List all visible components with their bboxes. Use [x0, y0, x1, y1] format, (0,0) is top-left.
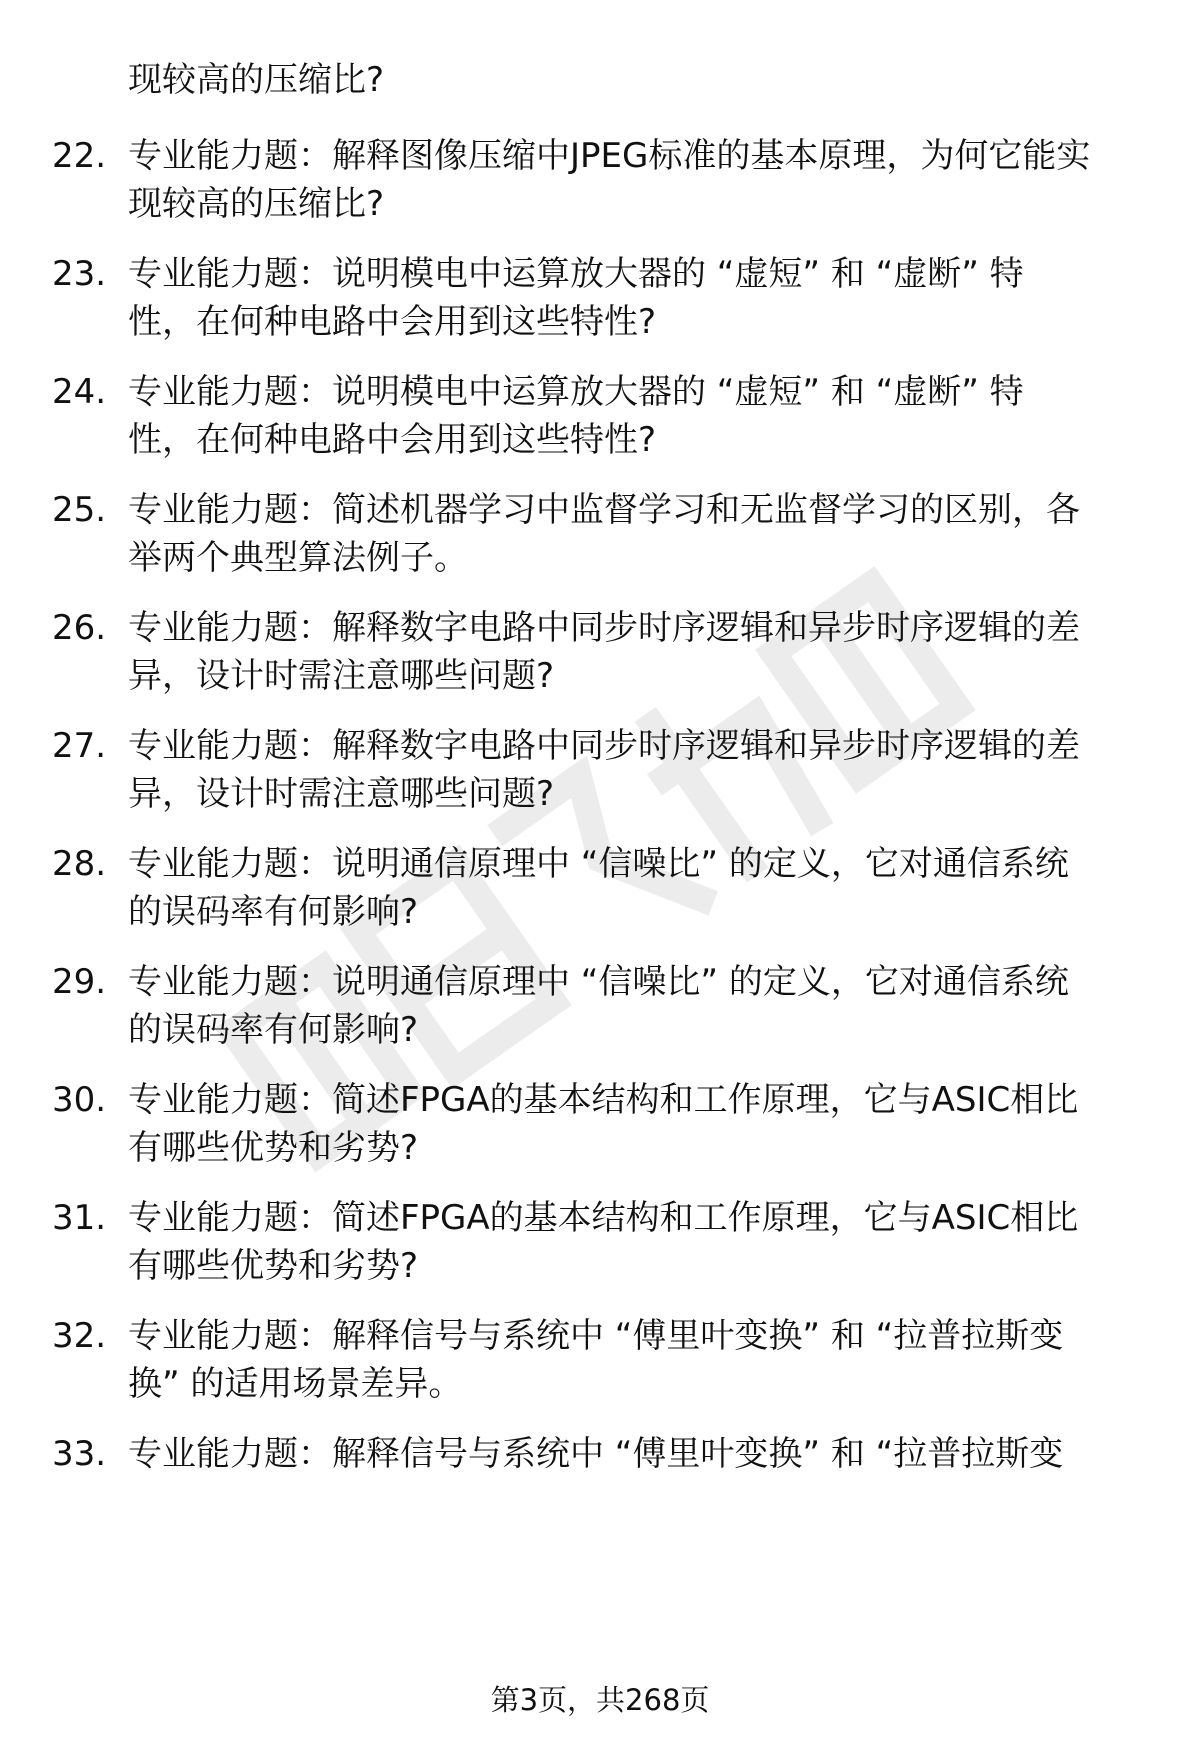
- question-text-line: 专业能力题：简述FPGA的基本结构和工作原理，它与ASIC相比: [128, 1198, 1079, 1238]
- question-text-line: 性，在何种电路中会用到这些特性?: [128, 420, 657, 460]
- question-number: 29.: [52, 962, 107, 1002]
- question-number: 33.: [52, 1434, 107, 1474]
- question-text-line: 的误码率有何影响?: [128, 1010, 419, 1050]
- question-number: 26.: [52, 608, 107, 648]
- question-text-line: 现较高的压缩比?: [128, 184, 385, 224]
- question-text-line: 专业能力题：简述机器学习中监督学习和无监督学习的区别，各: [128, 490, 1080, 530]
- list-item: [0, 604, 1200, 714]
- question-text-line: 举两个典型算法例子。: [128, 538, 468, 578]
- question-text-line: 专业能力题：说明通信原理中 “信噪比” 的定义，它对通信系统: [128, 844, 1069, 884]
- question-text-line: 性，在何种电路中会用到这些特性?: [128, 302, 657, 342]
- list-item: [0, 1430, 1200, 1486]
- question-number: 30.: [52, 1080, 107, 1120]
- question-text-line: 专业能力题：说明模电中运算放大器的 “虚短” 和 “虚断” 特: [128, 372, 1024, 412]
- list-item: [0, 1194, 1200, 1304]
- question-number: 32.: [52, 1316, 107, 1356]
- list-item: [0, 958, 1200, 1068]
- list-item: [0, 1312, 1200, 1422]
- list-item: [0, 722, 1200, 832]
- list-item: [0, 368, 1200, 478]
- question-text-line: 异，设计时需注意哪些问题?: [128, 656, 555, 696]
- list-item: [0, 486, 1200, 596]
- list-item: [0, 132, 1200, 242]
- question-number: 25.: [52, 490, 107, 530]
- question-text-line: 专业能力题：解释信号与系统中 “傅里叶变换” 和 “拉普拉斯变: [128, 1316, 1064, 1356]
- question-text-line: 的误码率有何影响?: [128, 892, 419, 932]
- question-text-line: 异，设计时需注意哪些问题?: [128, 774, 555, 814]
- page-number-footer: 第3页，共268页: [490, 1683, 710, 1717]
- question-text-line: 专业能力题：解释数字电路中同步时序逻辑和异步时序逻辑的差: [128, 726, 1080, 766]
- question-text-line: 专业能力题：解释信号与系统中 “傅里叶变换” 和 “拉普拉斯变: [128, 1434, 1064, 1474]
- continued-text: 现较高的压缩比?: [128, 60, 385, 100]
- question-text-line: 专业能力题：解释数字电路中同步时序逻辑和异步时序逻辑的差: [128, 608, 1080, 648]
- question-text-line: 换” 的适用场景差异。: [128, 1364, 463, 1404]
- question-text-line: 有哪些优势和劣势?: [128, 1128, 419, 1168]
- question-number: 27.: [52, 726, 107, 766]
- question-number: 28.: [52, 844, 107, 884]
- question-number: 31.: [52, 1198, 107, 1238]
- question-text-line: 有哪些优势和劣势?: [128, 1246, 419, 1286]
- list-item: [0, 1076, 1200, 1186]
- list-item: [0, 250, 1200, 360]
- question-text-line: 专业能力题：解释图像压缩中JPEG标准的基本原理，为何它能实: [128, 136, 1091, 176]
- question-text-line: 专业能力题：说明模电中运算放大器的 “虚短” 和 “虚断” 特: [128, 254, 1024, 294]
- question-number: 24.: [52, 372, 107, 412]
- question-text-line: 专业能力题：说明通信原理中 “信噪比” 的定义，它对通信系统: [128, 962, 1069, 1002]
- question-text-line: 专业能力题：简述FPGA的基本结构和工作原理，它与ASIC相比: [128, 1080, 1079, 1120]
- question-number: 22.: [52, 136, 107, 176]
- list-item: [0, 840, 1200, 950]
- question-number: 23.: [52, 254, 107, 294]
